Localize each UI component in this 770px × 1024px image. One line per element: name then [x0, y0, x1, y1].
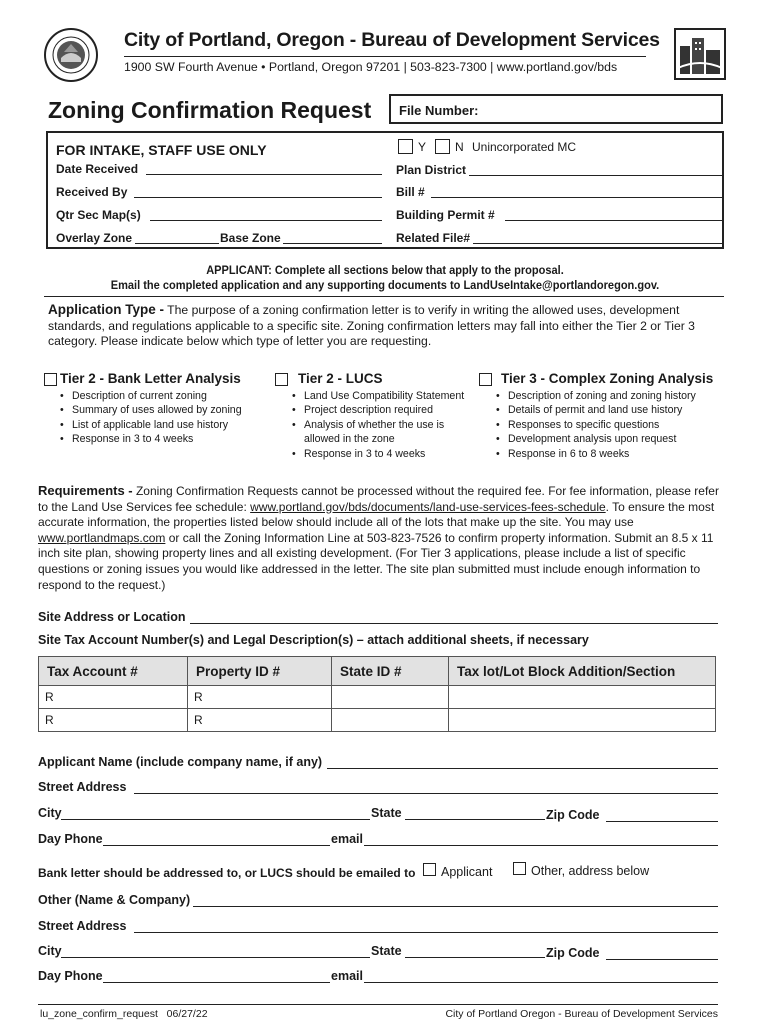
other-city-label: City [38, 944, 62, 958]
site-address-field[interactable] [190, 623, 718, 624]
list-item: • Summary of uses allowed by zoning [58, 403, 268, 417]
applicant-state-label: State [371, 806, 402, 820]
applicant-zip-label: Zip Code [546, 808, 600, 822]
organization-address: 1900 SW Fourth Avenue • Portland, Oregon 97201 | 503-823-7300 | www.portland.gov/bds [124, 60, 618, 74]
list-item: • Project description required [290, 403, 480, 417]
requirements-text-3: or call the Zoning Information Line at 503-823-7526 to confirm property information. Submit an 8.5 x 11 inch site plan, showing property lines and all existing development. (For Tier 3 applications, please include a list of specific questions or zoning issues you would like addressed in the letter. The site plan submitted must include enough information to respond to the request.) [38, 530, 714, 592]
list-item: • Description of current zoning [58, 389, 268, 403]
other-name-field[interactable] [193, 906, 718, 907]
applicant-city-label: City [38, 806, 62, 820]
page-title: Zoning Confirmation Request [48, 97, 372, 123]
table-cell[interactable]: R [39, 686, 188, 709]
building-permit-field[interactable] [505, 220, 722, 221]
no-label: N [455, 140, 464, 154]
column-header: State ID # [332, 657, 449, 686]
table-cell[interactable] [332, 709, 449, 732]
building-permit-label: Building Permit # [396, 208, 495, 222]
bill-number-field[interactable] [431, 197, 722, 198]
applicant-street-label: Street Address [38, 780, 127, 794]
header-divider [124, 56, 646, 57]
notice-divider [44, 296, 724, 297]
table-header-row [39, 657, 716, 686]
tax-account-table [38, 656, 716, 732]
tier3-checkbox[interactable] [479, 373, 492, 386]
applicant-city-field[interactable] [61, 819, 370, 820]
column-header: Property ID # [188, 657, 332, 686]
file-number-box[interactable] [389, 94, 723, 124]
applicant-street-field[interactable] [134, 793, 718, 794]
list-item: • Description of zoning and zoning history [494, 389, 724, 403]
bank-letter-applicant-label: Applicant [441, 865, 493, 879]
overlay-zone-field[interactable] [135, 243, 219, 244]
file-number-label: File Number: [399, 103, 479, 118]
bank-letter-other-checkbox[interactable] [513, 862, 526, 875]
bank-letter-other-label: Other, address below [531, 864, 650, 878]
column-header: Tax lot/Lot Block Addition/Section [449, 657, 716, 686]
applicant-zip-field[interactable] [606, 821, 718, 822]
applicant-email-field[interactable] [364, 845, 718, 846]
list-item: • Responses to specific questions [494, 418, 724, 432]
table-cell[interactable] [449, 709, 716, 732]
other-zip-label: Zip Code [546, 946, 600, 960]
other-phone-label: Day Phone [38, 969, 103, 983]
table-cell[interactable]: R [188, 686, 332, 709]
tier3-title: Tier 3 - Complex Zoning Analysis [501, 371, 714, 386]
site-tax-label: Site Tax Account Number(s) and Legal Description(s) – attach additional sheets, if necessary [38, 633, 589, 647]
qtr-sec-map-field[interactable] [150, 220, 382, 221]
list-item: • Development analysis upon request [494, 432, 724, 446]
requirements-text-2: . To ensure the most accurate information, the properties listed below should include all of the lots that make up the site. You may use [38, 499, 715, 530]
tier2-lucs-bullets [290, 389, 480, 461]
tier2-bank-bullets [58, 389, 268, 447]
table-cell[interactable] [449, 686, 716, 709]
list-item: • Details of permit and land use history [494, 403, 724, 417]
tier2-lucs-title: Tier 2 - LUCS [298, 371, 383, 386]
footer-divider [38, 1004, 718, 1005]
table-row [39, 709, 716, 732]
list-item: • Response in 6 to 8 weeks [494, 447, 724, 461]
overlay-zone-label: Overlay Zone [56, 231, 133, 245]
requirements-heading: Requirements - [38, 483, 133, 498]
applicant-phone-field[interactable] [103, 845, 330, 846]
other-email-label: email [331, 969, 363, 983]
related-file-label: Related File# [396, 231, 471, 245]
other-street-label: Street Address [38, 919, 127, 933]
applicant-email-label: email [331, 832, 363, 846]
other-name-label: Other (Name & Company) [38, 893, 191, 907]
other-email-field[interactable] [364, 982, 718, 983]
bill-number-label: Bill # [396, 185, 425, 199]
bds-logo-icon [674, 28, 726, 80]
table-cell[interactable]: R [39, 709, 188, 732]
list-item: • Response in 3 to 4 weeks [58, 432, 268, 446]
requirements-paragraph [38, 483, 728, 593]
table-cell[interactable]: R [188, 709, 332, 732]
applicant-name-field[interactable] [327, 768, 718, 769]
table-row [39, 686, 716, 709]
other-state-field[interactable] [405, 957, 545, 958]
list-item: • List of applicable land use history [58, 418, 268, 432]
portlandmaps-link[interactable]: www.portlandmaps.com [38, 530, 166, 545]
date-received-label: Date Received [56, 162, 139, 176]
intake-heading: FOR INTAKE, STAFF USE ONLY [56, 142, 267, 158]
applicant-name-label: Applicant Name (include company name, if any) [38, 755, 323, 769]
applicant-notice-line1: APPLICANT: Complete all sections below that apply to the proposal. [206, 263, 564, 277]
application-type-text: The purpose of a zoning confirmation letter is to verify in writing the allowed uses, development standards, and regulations applicable to a specific site. Zoning confirmation letters may fall into either the Tier 2 or Tier 3 category. Please indicate below which type of letter you are requesting. [48, 303, 695, 348]
tier2-bank-title: Tier 2 - Bank Letter Analysis [60, 371, 241, 386]
application-type-paragraph [48, 302, 724, 350]
organization-name: City of Portland, Oregon - Bureau of Development Services [124, 29, 660, 51]
applicant-state-field[interactable] [405, 819, 545, 820]
list-item: • Response in 3 to 4 weeks [290, 447, 480, 461]
yes-checkbox[interactable] [398, 139, 413, 154]
plan-district-label: Plan District [396, 163, 467, 177]
date-received-field[interactable] [146, 174, 382, 175]
applicant-phone-label: Day Phone [38, 832, 103, 846]
fee-schedule-link[interactable]: www.portland.gov/bds/documents/land-use-services-fees-schedule [250, 499, 606, 514]
other-city-field[interactable] [61, 957, 370, 958]
plan-district-field[interactable] [469, 175, 722, 176]
other-zip-field[interactable] [606, 959, 718, 960]
tier3-bullets [494, 389, 724, 461]
footer-organization: City of Portland Oregon - Bureau of Development Services [445, 1008, 718, 1020]
received-by-label: Received By [56, 185, 128, 199]
application-type-heading: Application Type - [48, 302, 165, 317]
city-seal [44, 28, 98, 82]
other-street-field[interactable] [134, 932, 718, 933]
bank-letter-label: Bank letter should be addressed to, or LUCS should be emailed to [38, 866, 416, 880]
received-by-field[interactable] [134, 197, 382, 198]
list-item: • Land Use Compatibility Statement [290, 389, 480, 403]
column-header: Tax Account # [39, 657, 188, 686]
bank-letter-applicant-checkbox[interactable] [423, 863, 436, 876]
base-zone-label: Base Zone [220, 231, 281, 245]
applicant-notice-line2: Email the completed application and any supporting documents to LandUseIntake@portlandoregon.gov. [110, 278, 660, 292]
requirements-text-1: Zoning Confirmation Requests cannot be processed without the required fee. For fee information, please refer to the Land Use Services fee schedule: [38, 484, 719, 514]
unincorporated-label: Unincorporated MC [472, 140, 577, 154]
tier2-lucs-checkbox[interactable] [275, 373, 288, 386]
related-file-field[interactable] [473, 243, 722, 244]
other-phone-field[interactable] [103, 982, 330, 983]
no-checkbox[interactable] [435, 139, 450, 154]
other-state-label: State [371, 944, 402, 958]
yes-label: Y [418, 140, 427, 154]
base-zone-field[interactable] [283, 243, 382, 244]
qtr-sec-map-label: Qtr Sec Map(s) [56, 208, 141, 222]
site-address-label: Site Address or Location [38, 610, 186, 624]
footer-form-id: lu_zone_confirm_request 06/27/22 [40, 1008, 208, 1020]
table-cell[interactable] [332, 686, 449, 709]
tier2-bank-checkbox[interactable] [44, 373, 57, 386]
list-item: • Analysis of whether the use is allowed in the zone [290, 418, 464, 447]
